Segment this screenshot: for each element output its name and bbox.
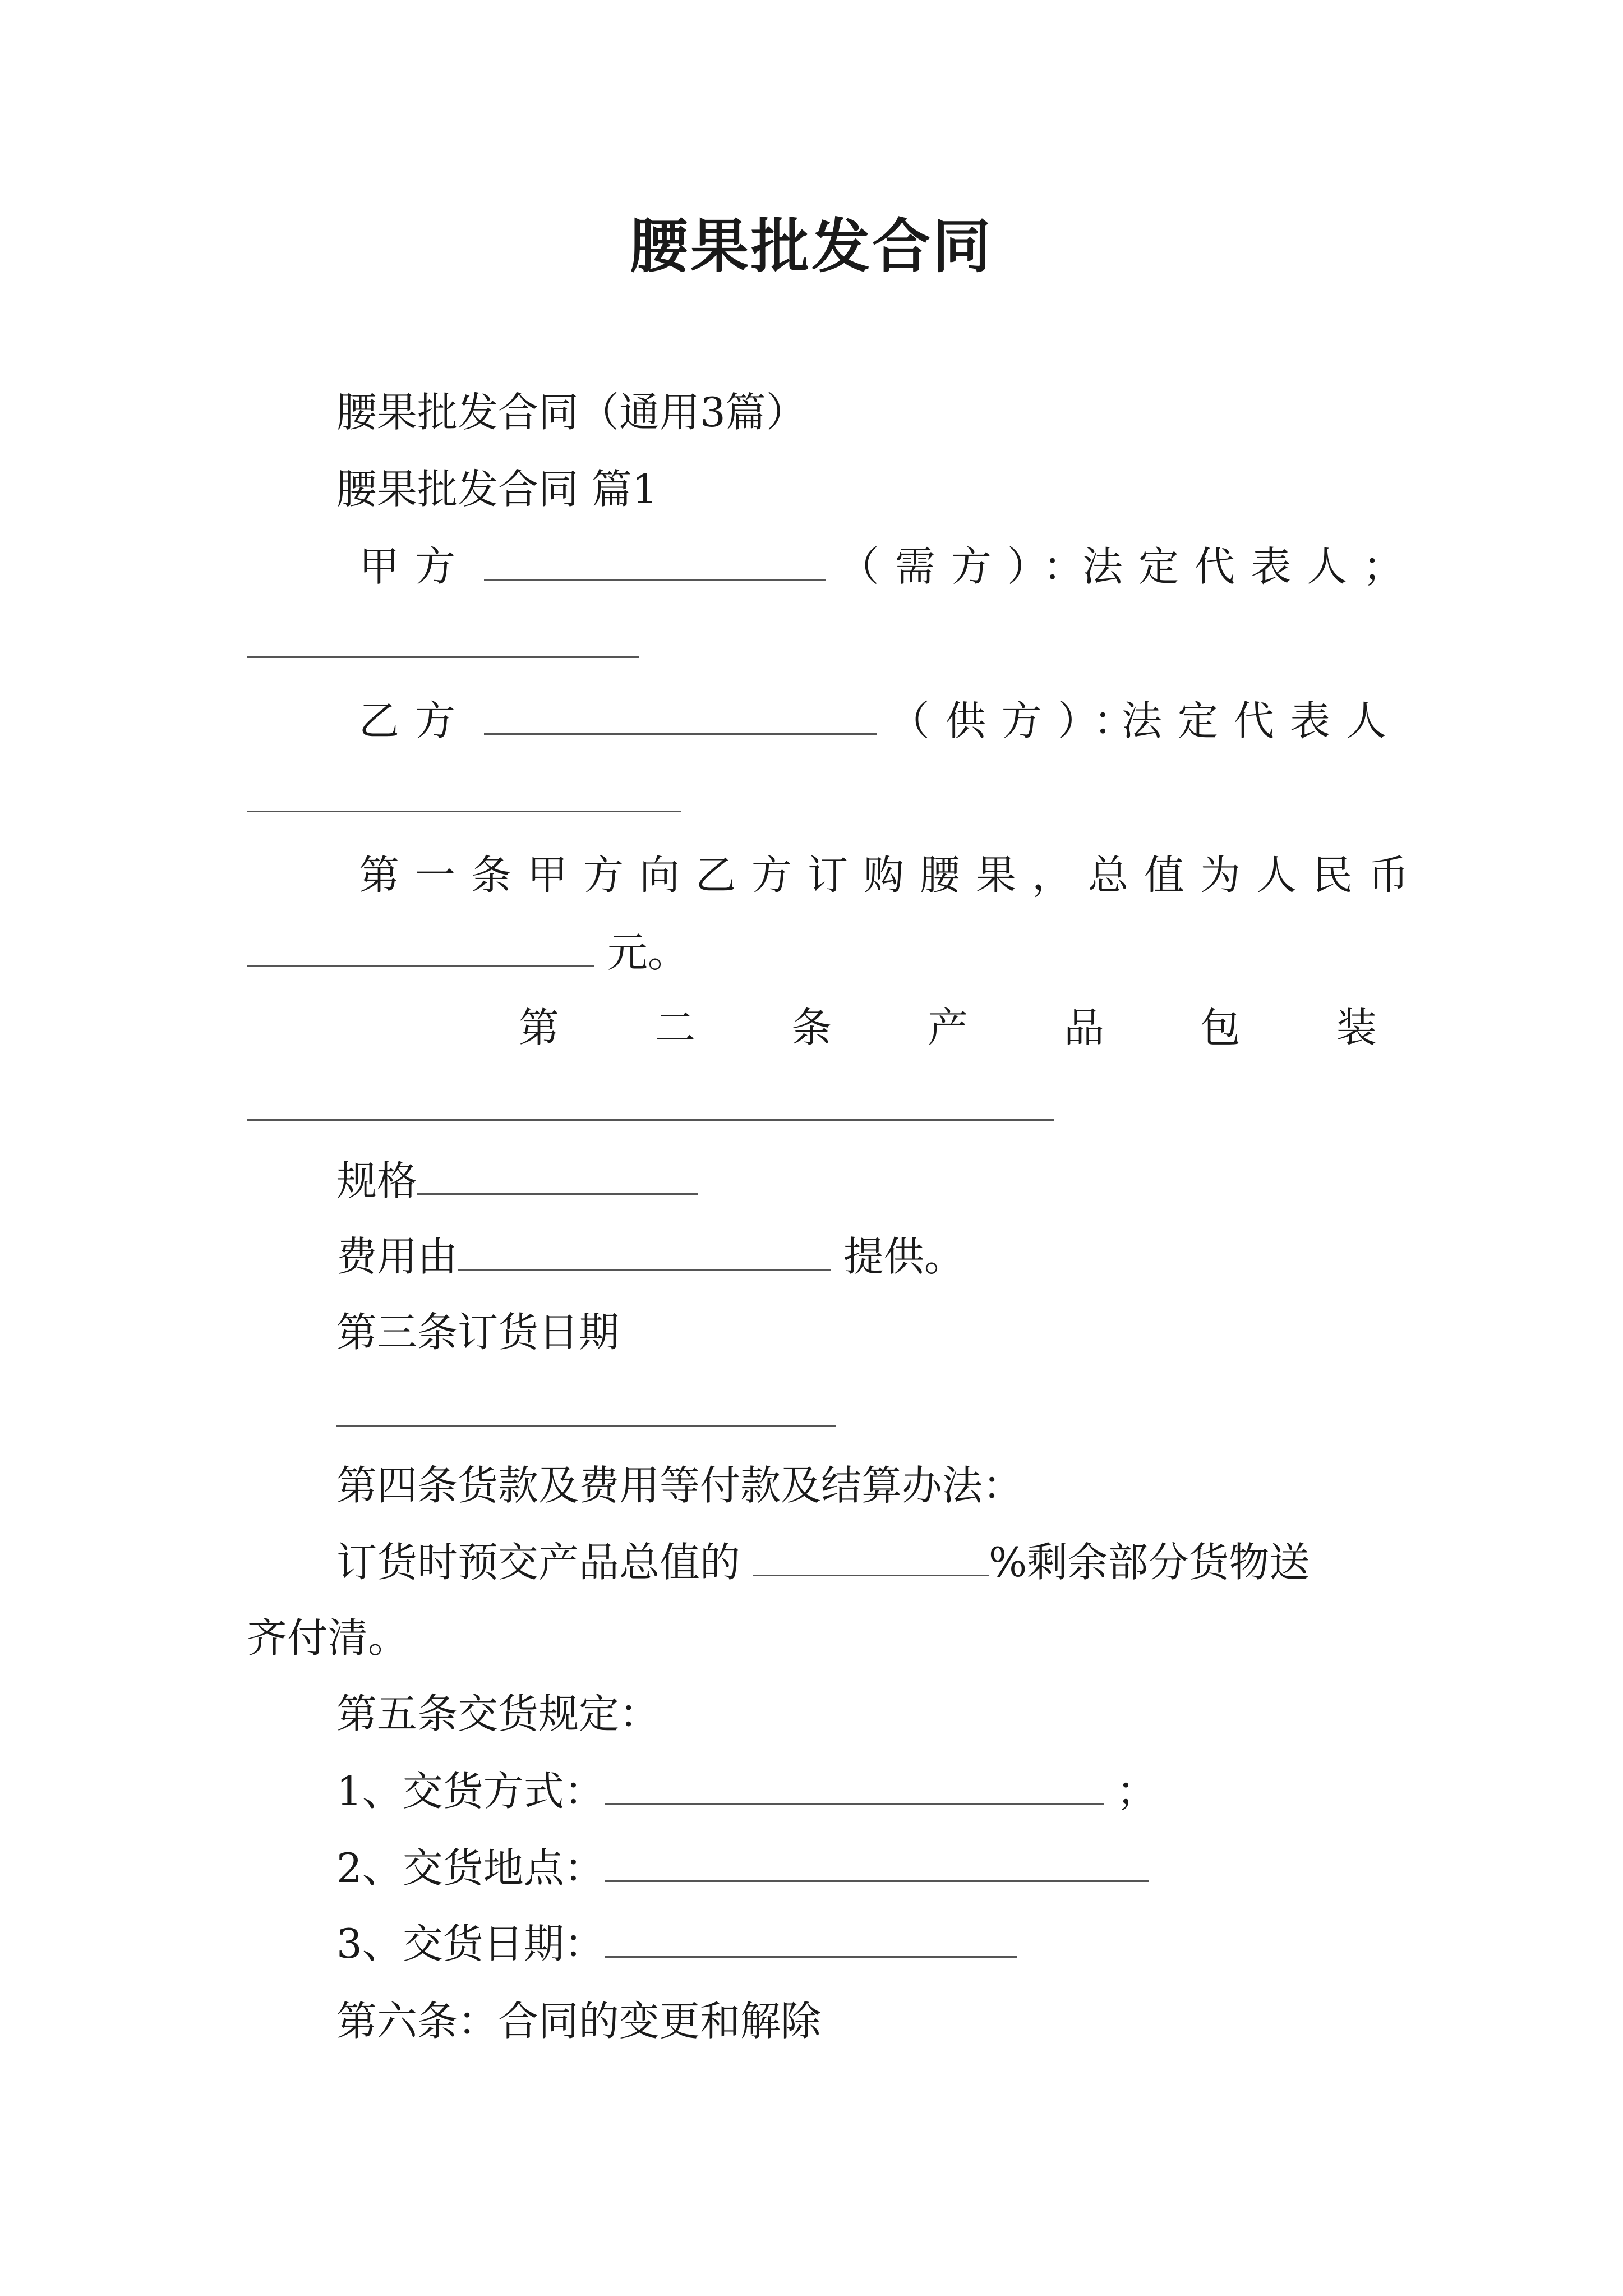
delivery-place-label: 2、交货地点： (336, 1844, 605, 1892)
delivery-date-label: 3、交货日期： (336, 1920, 605, 1967)
delivery-method-end: ； (1116, 1768, 1157, 1815)
delivery-method-label: 1、交货方式： (336, 1768, 605, 1815)
fee-blank[interactable] (458, 1235, 831, 1271)
party-b-label: 乙方 (359, 697, 472, 744)
article2-char: 二 (654, 1004, 695, 1051)
party-a-role: （需方）： (838, 543, 1099, 590)
spec-blank[interactable] (417, 1159, 698, 1195)
payment-suffix: %剩余部分货物送 (988, 1539, 1310, 1586)
party-b-rep: 法定代表人 (1122, 697, 1403, 744)
payment-line (336, 1534, 1310, 1590)
party-b-rep-blank[interactable] (247, 811, 681, 812)
article6-text: 第六条：合同的变更和解除 (336, 1998, 822, 2045)
subtitle: 腰果批发合同（通用3篇） (336, 389, 806, 436)
payment-line2: 齐付清。 (247, 1614, 409, 1662)
article2-char: 品 (1063, 1004, 1104, 1051)
party-b-line (359, 693, 1150, 749)
spec-line (336, 1153, 698, 1209)
delivery-place-line (336, 1840, 1149, 1896)
delivery-place-blank[interactable] (605, 1847, 1149, 1882)
article2-char: 条 (791, 1004, 832, 1051)
fee-prefix: 费用由 (336, 1233, 458, 1280)
spec-label: 规格 (336, 1157, 418, 1204)
fee-line (336, 1228, 965, 1285)
article1-unit: 元。 (607, 929, 688, 976)
fee-suffix: 提供。 (843, 1233, 965, 1280)
party-a-line (359, 539, 1099, 595)
payment-prefix: 订货时预交产品总值的 (336, 1539, 741, 1586)
delivery-method-line (336, 1763, 1157, 1819)
party-a-rep: 法定代表人； (1082, 543, 1419, 590)
article3-date-blank[interactable] (336, 1425, 836, 1427)
article2-char: 产 (927, 1004, 968, 1051)
article2-char: 包 (1200, 1004, 1241, 1051)
article2-packaging-blank[interactable] (247, 1119, 1054, 1121)
article1-amount-line (247, 924, 688, 981)
party-a-name-blank[interactable] (484, 545, 826, 581)
delivery-method-blank[interactable] (605, 1770, 1104, 1805)
article1-text: 第一条甲方向乙方订购腰果，总值为人民币 (359, 852, 1425, 899)
delivery-date-line (336, 1916, 1017, 1972)
party-a-rep-blank[interactable] (247, 656, 639, 658)
party-b-name-blank[interactable] (484, 700, 877, 735)
party-b-role: （供方）： (889, 697, 1150, 744)
delivery-date-blank[interactable] (605, 1922, 1017, 1958)
document-title: 腰果批发合同 (629, 211, 993, 280)
article1-amount-blank[interactable] (247, 931, 594, 967)
article3-text: 第三条订货日期 (336, 1309, 620, 1356)
article2-char: 装 (1336, 1004, 1377, 1051)
payment-percent-blank[interactable] (753, 1541, 989, 1576)
section-heading: 腰果批发合同 篇1 (336, 466, 658, 513)
party-a-label: 甲方 (359, 543, 472, 590)
article5-text: 第五条交货规定： (336, 1690, 660, 1737)
article2-char: 第 (519, 1004, 560, 1051)
article2-heading (519, 1000, 1377, 1056)
article4-text: 第四条货款及费用等付款及结算办法： (336, 1462, 1023, 1509)
